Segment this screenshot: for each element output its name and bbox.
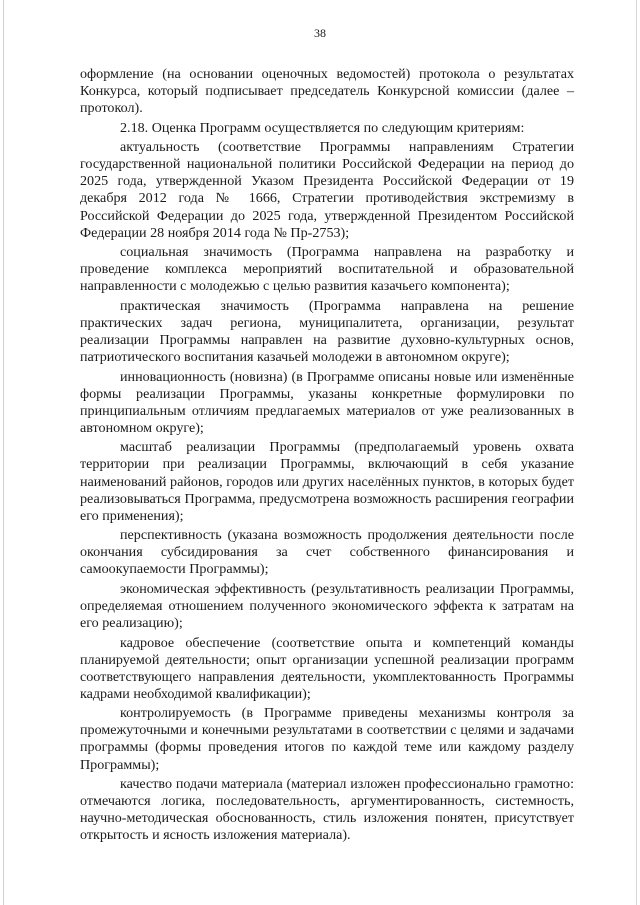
scan-edge-right xyxy=(636,0,637,905)
paragraph-social-significance: социальная значимость (Программа направлена на разработку и проведение комплекса мероприятий воспитательной и образовательной направленности с молодежью с целью развития казачьего компонента); xyxy=(80,244,574,295)
paragraph-practical-significance: практическая значимость (Программа направлена на решение практических задач региона, муниципалитета, организации, результат реализации Программы направлен на развитие духовно-культурных основ, патриотического воспитания казачьей молодежи в автономном округе); xyxy=(80,297,574,366)
paragraph-controllability: контролируемость (в Программе приведены механизмы контроля за промежуточными и конечными результатами в соответствии с целями и задачами программы (формы проведения итогов по каждой теме или каждому разделу Программы); xyxy=(80,705,574,773)
paragraph-protocol: оформление (на основании оценочных ведомостей) протокола о результатах Конкурса, который подписывает председатель Конкурсной комиссии (далее – протокол). xyxy=(80,66,574,117)
paragraph-presentation-quality: качество подачи материала (материал изложен профессионально грамотно: отмечаются логика, последовательность, аргументированность, системность, научно-методическая обоснованность, стиль изложения понятен, присутствует открытость и ясность изложения материала). xyxy=(80,776,574,844)
paragraph-scale: масштаб реализации Программы (предполагаемый уровень охвата территории при реализации Программы, включающий в себя указание наименований районов, городов или других населённых пунктов, в которых будет реализовываться Программа, предусмотрена возможность расширения географии его применения); xyxy=(80,439,574,524)
paragraph-relevance: актуальность (соответствие Программы направлениям Стратегии государственной национальной политики Российской Федерации на период до 2025 года, утвержденной Указом Президента Российской Федерации от 19 декабря 2012 года № 1666, Стратегии противодействия экстремизму в Российской Федерации до 2025 года, утвержденной Президентом Российской Федерации 28 ноября 2014 года № Пр-2753); xyxy=(80,139,574,241)
paragraph-innovation: инновационность (новизна) (в Программе описаны новые или изменённые формы реализации Программы, указаны конкретные формулировки по принципиальным отличиям предлагаемых материалов от уже реализованных в автономном округе); xyxy=(80,368,574,436)
paragraph-economic-efficiency: экономическая эффективность (результативность реализации Программы, определяемая отношением полученного экономического эффекта к затратам на его реализацию); xyxy=(80,580,574,632)
scan-edge-left xyxy=(3,0,4,905)
paragraph-prospects: перспективность (указана возможность продолжения деятельности после окончания субсидирования за счет собственного финансирования и самоокупаемости Программы); xyxy=(80,527,574,578)
paragraph-criteria-intro: 2.18. Оценка Программ осуществляется по следующим критериям: xyxy=(120,119,525,136)
body-text xyxy=(80,66,574,847)
page-number: 38 xyxy=(314,26,326,40)
paragraph-staffing: кадровое обеспечение (соответствие опыта и компетенций команды планируемой деятельности; опыт организации успешной реализации программ соответствующего направления деятельности, укомплектованность Программы кадрами необходимой квалификации); xyxy=(80,634,574,702)
